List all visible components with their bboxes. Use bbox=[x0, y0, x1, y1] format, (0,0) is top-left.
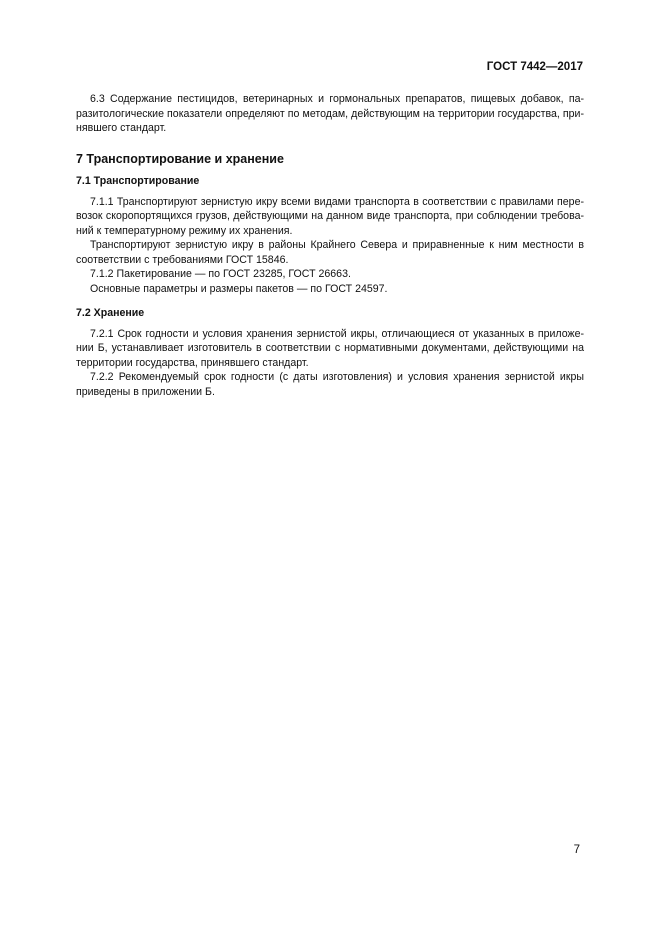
subsection-7-1-title: 7.1 Транспортирование bbox=[76, 175, 200, 187]
text-line: соответствии с требованиями ГОСТ 15846. bbox=[76, 253, 289, 266]
text-line: возок скоропортящихся грузов, действующими на данном виде транспорта, при соблюдении требова- bbox=[76, 210, 584, 222]
text-line: разитологические показатели определяют по методам, действующим на территории государства, при- bbox=[76, 107, 584, 120]
page-number: 7 bbox=[573, 844, 580, 856]
document-body bbox=[76, 92, 584, 399]
section-7-title: 7 Транспортирование и хранение bbox=[76, 151, 284, 166]
text-line: Транспортируют зернистую икру в районы Крайнего Севера и приравненные к ним местности в bbox=[90, 239, 584, 251]
paragraph-7-2-1 bbox=[76, 327, 584, 371]
text-line: нявшего стандарт. bbox=[76, 122, 167, 134]
paragraph-packages: Основные параметры и размеры пакетов — по ГОСТ 24597. bbox=[90, 282, 388, 295]
text-line: 7.1.1 Транспортируют зернистую икру всеми видами транспорта в соответствии с правилами пере- bbox=[90, 195, 584, 208]
text-line: нии Б, устанавливает изготовитель в соответствии с нормативными документами, действующими на bbox=[76, 342, 584, 354]
paragraph-north bbox=[76, 238, 584, 267]
subsection-7-2-title: 7.2 Хранение bbox=[76, 307, 145, 319]
text-line: 6.3 Содержание пестицидов, ветеринарных и гормональных препаратов, пищевых добавок, па- bbox=[90, 93, 584, 105]
paragraph-7-1-1 bbox=[76, 195, 584, 239]
text-line: ний к температурному режиму их хранения. bbox=[76, 224, 293, 237]
document-code: ГОСТ 7442—2017 bbox=[486, 61, 583, 73]
text-line: территории государства, принявшего стандарт. bbox=[76, 356, 309, 369]
text-line: 7.2.1 Срок годности и условия хранения зернистой икры, отличающиеся от указанных в приложе- bbox=[90, 327, 584, 340]
text-line: приведены в приложении Б. bbox=[76, 385, 215, 398]
text-line: 7.2.2 Рекомендуемый срок годности (с даты изготовления) и условия хранения зернистой икры bbox=[90, 371, 584, 383]
paragraph-6-3 bbox=[76, 92, 584, 136]
paragraph-7-2-2 bbox=[76, 370, 584, 399]
paragraph-7-1-2: 7.1.2 Пакетирование — по ГОСТ 23285, ГОСТ 26663. bbox=[90, 268, 351, 280]
